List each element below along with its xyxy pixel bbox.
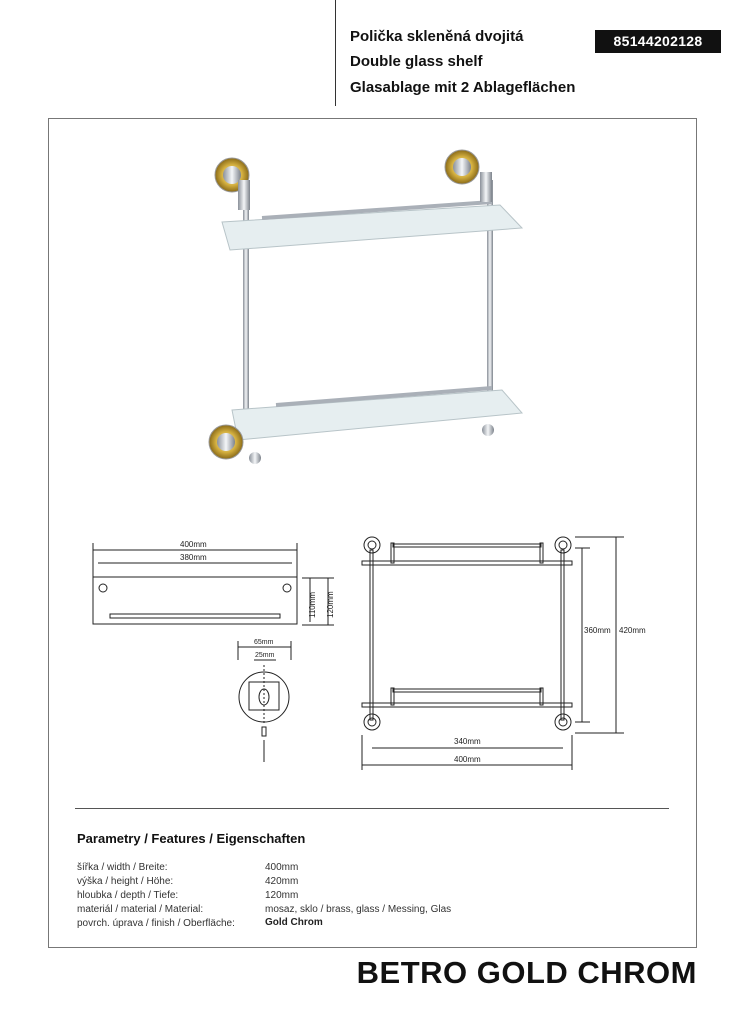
- dim-side-400: 400mm: [180, 540, 207, 549]
- feature-value: 400mm: [265, 862, 299, 873]
- feature-label: hloubka / depth / Tiefe:: [77, 890, 179, 901]
- features-heading: Parametry / Features / Eigenschaften: [77, 831, 306, 846]
- dim-front-340: 340mm: [454, 737, 481, 746]
- dim-side-120: 120mm: [326, 591, 335, 618]
- mount-view-drawing: [238, 641, 291, 762]
- feature-label: šířka / width / Breite:: [77, 862, 168, 873]
- side-view-drawing: [93, 543, 334, 625]
- dim-front-400: 400mm: [454, 755, 481, 764]
- section-divider: [75, 808, 669, 809]
- feature-value: 120mm: [265, 890, 299, 901]
- front-view-drawing: [362, 537, 624, 770]
- brand-title: BETRO GOLD CHROM: [356, 955, 697, 990]
- title-de: Glasablage mit 2 Ablageflächen: [350, 79, 576, 96]
- feature-value: mosaz, sklo / brass, glass / Messing, Glas: [265, 904, 452, 915]
- title-cz: Polička skleněná dvojitá: [350, 28, 524, 45]
- title-en: Double glass shelf: [350, 53, 483, 70]
- dim-front-360: 360mm: [584, 626, 611, 635]
- feature-value: Gold Chrom: [265, 917, 323, 928]
- feature-label: materiál / material / Material:: [77, 904, 204, 915]
- feature-value: 420mm: [265, 876, 299, 887]
- product-code-badge: 85144202128: [595, 30, 721, 53]
- dim-front-420: 420mm: [619, 626, 646, 635]
- dim-mount-25: 25mm: [255, 652, 275, 659]
- feature-label: povrch. úprava / finish / Oberfläche:: [77, 918, 235, 929]
- dim-mount-65: 65mm: [254, 639, 274, 646]
- dim-side-380: 380mm: [180, 553, 207, 562]
- product-photo: [209, 150, 522, 464]
- feature-label: výška / height / Höhe:: [77, 876, 174, 887]
- dim-side-110: 110mm: [308, 591, 317, 618]
